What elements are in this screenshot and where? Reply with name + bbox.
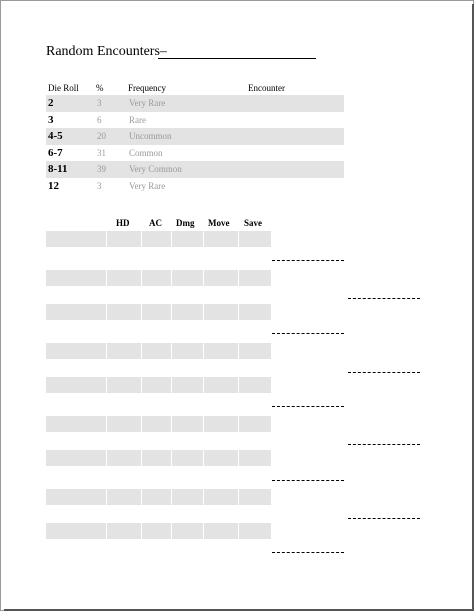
stat-row[interactable] (46, 489, 271, 505)
encounter-row (46, 95, 344, 112)
header-percent: % (96, 83, 104, 93)
header-encounter: Encounter (248, 83, 285, 93)
die-roll-value: 3 (48, 114, 54, 126)
header-hd: HD (116, 218, 130, 228)
blank-dash-line[interactable] (272, 552, 344, 553)
die-roll-value: 6-7 (48, 147, 63, 159)
stat-row[interactable] (46, 231, 271, 247)
encounter-row (46, 161, 344, 178)
percent-value: 3 (97, 98, 102, 108)
die-roll-value: 4-5 (48, 130, 63, 142)
encounter-row (46, 145, 344, 162)
stat-row[interactable] (46, 450, 271, 466)
frequency-value: Very Rare (129, 181, 166, 191)
blank-dash-line[interactable] (348, 298, 420, 299)
stat-row[interactable] (46, 270, 271, 286)
encounter-row (46, 128, 344, 145)
frequency-value: Common (129, 148, 163, 158)
stat-row[interactable] (46, 343, 271, 359)
page-title: Random Encounters– (46, 44, 167, 59)
blank-dash-line[interactable] (272, 480, 344, 481)
percent-value: 39 (97, 164, 106, 174)
stat-row[interactable] (46, 304, 271, 320)
blank-dash-line[interactable] (348, 518, 420, 519)
frequency-value: Very Rare (129, 98, 166, 108)
percent-value: 6 (97, 115, 102, 125)
die-roll-value: 8-11 (48, 163, 68, 175)
blank-dash-line[interactable] (348, 444, 420, 445)
blank-dash-line[interactable] (272, 406, 344, 407)
percent-value: 3 (97, 181, 102, 191)
die-roll-value: 12 (48, 180, 59, 192)
header-move: Move (208, 218, 230, 228)
blank-dash-line[interactable] (272, 260, 344, 261)
stat-row[interactable] (46, 416, 271, 432)
stat-row[interactable] (46, 377, 271, 393)
header-save: Save (244, 218, 262, 228)
percent-value: 20 (97, 131, 106, 141)
die-roll-value: 2 (48, 97, 54, 109)
frequency-value: Uncommon (129, 131, 172, 141)
blank-dash-line[interactable] (272, 333, 344, 334)
encounter-row (46, 178, 344, 195)
stat-row[interactable] (46, 523, 271, 539)
frequency-value: Very Common (129, 164, 182, 174)
header-dmg: Dmg (176, 218, 195, 228)
title-blank-line[interactable] (158, 58, 316, 59)
header-frequency: Frequency (128, 83, 166, 93)
encounter-row (46, 112, 344, 129)
header-die-roll: Die Roll (48, 83, 79, 93)
blank-dash-line[interactable] (348, 372, 420, 373)
percent-value: 31 (97, 148, 106, 158)
frequency-value: Rare (129, 115, 146, 125)
header-ac: AC (149, 218, 162, 228)
